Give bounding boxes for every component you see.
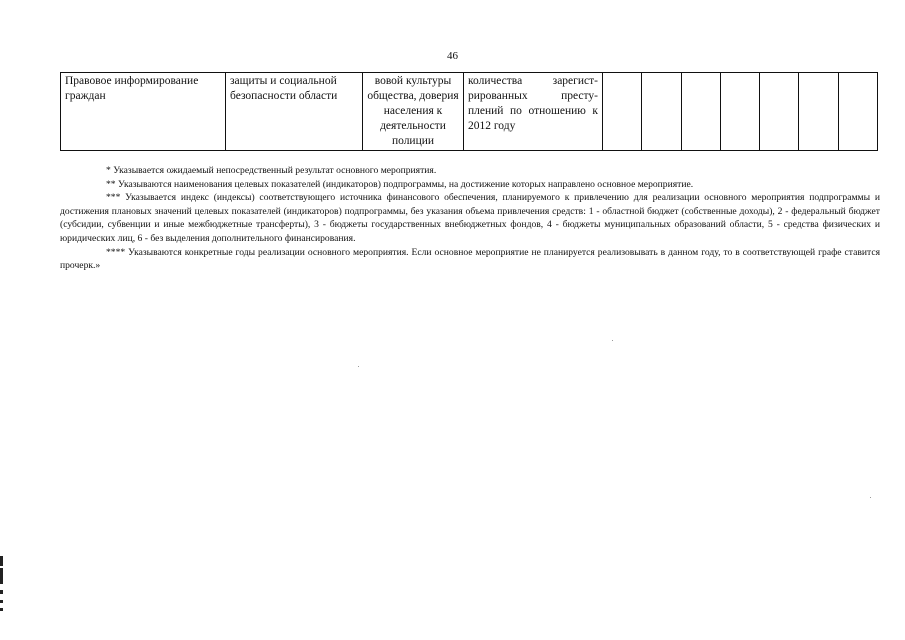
scan-edge-mark — [0, 590, 3, 594]
scan-speck — [358, 366, 359, 367]
table-cell-empty — [642, 73, 681, 151]
table-cell-empty — [681, 73, 720, 151]
activities-table — [60, 72, 878, 151]
scan-edge-mark — [0, 568, 3, 584]
table-cell-empty — [603, 73, 642, 151]
table-cell-goal: защиты и социальной безопасности области — [226, 73, 363, 151]
table-row — [61, 73, 878, 151]
table-cell-empty — [838, 73, 877, 151]
footnote-3: *** Указывается индекс (индексы) соответствующего источника финансового обеспечения, планируемого к привлечению для реализации основного мероприятия подпрограммы и достижения плановых значений целевых показателей (индикаторов) подпрограммы, без указания объема привлечения средств: 1 - областной бюджет (собственные доходы), 2 - федеральный бюджет (субсидии, субвенции и иные межбюджетные трансферты), 3 - бюджеты государственных внебюджетных фондов, 4 - бюджеты муниципальных образований области, 5 - средства физических и юридических лиц, 6 - без выделения дополнительного финансирования. — [60, 192, 880, 244]
scan-edge-mark — [0, 600, 3, 603]
scan-speck — [870, 497, 871, 498]
footnote-1: * Указывается ожидаемый непосредственный результат основного мероприятия. — [106, 165, 437, 176]
scan-speck — [612, 340, 613, 341]
footnote-2: ** Указываются наименования целевых показателей (индикаторов) подпрограммы, на достижение которых направлено основное мероприятие. — [106, 178, 694, 190]
scan-edge-mark — [0, 608, 3, 611]
table-cell-empty — [720, 73, 759, 151]
footnote-4: **** Указываются конкретные годы реализации основного мероприятия. Если основное мероприятие не планируется реализовывать в данном году, то в соответствующей графе ставится прочерк.» — [60, 246, 880, 272]
scan-edge-mark — [0, 556, 3, 566]
table-cell-activity: Правовое информирование граждан — [61, 73, 226, 151]
page-number: 46 — [447, 50, 458, 62]
table-cell-empty — [799, 73, 838, 151]
table-cell-indicator: количества зарегистрированных преступлений по отношению к 2012 году — [464, 73, 603, 151]
table-cell-result: вовой культуры общества, доверия населения к деятельности полиции — [363, 73, 464, 151]
footnotes — [60, 164, 880, 273]
table-cell-empty — [760, 73, 799, 151]
